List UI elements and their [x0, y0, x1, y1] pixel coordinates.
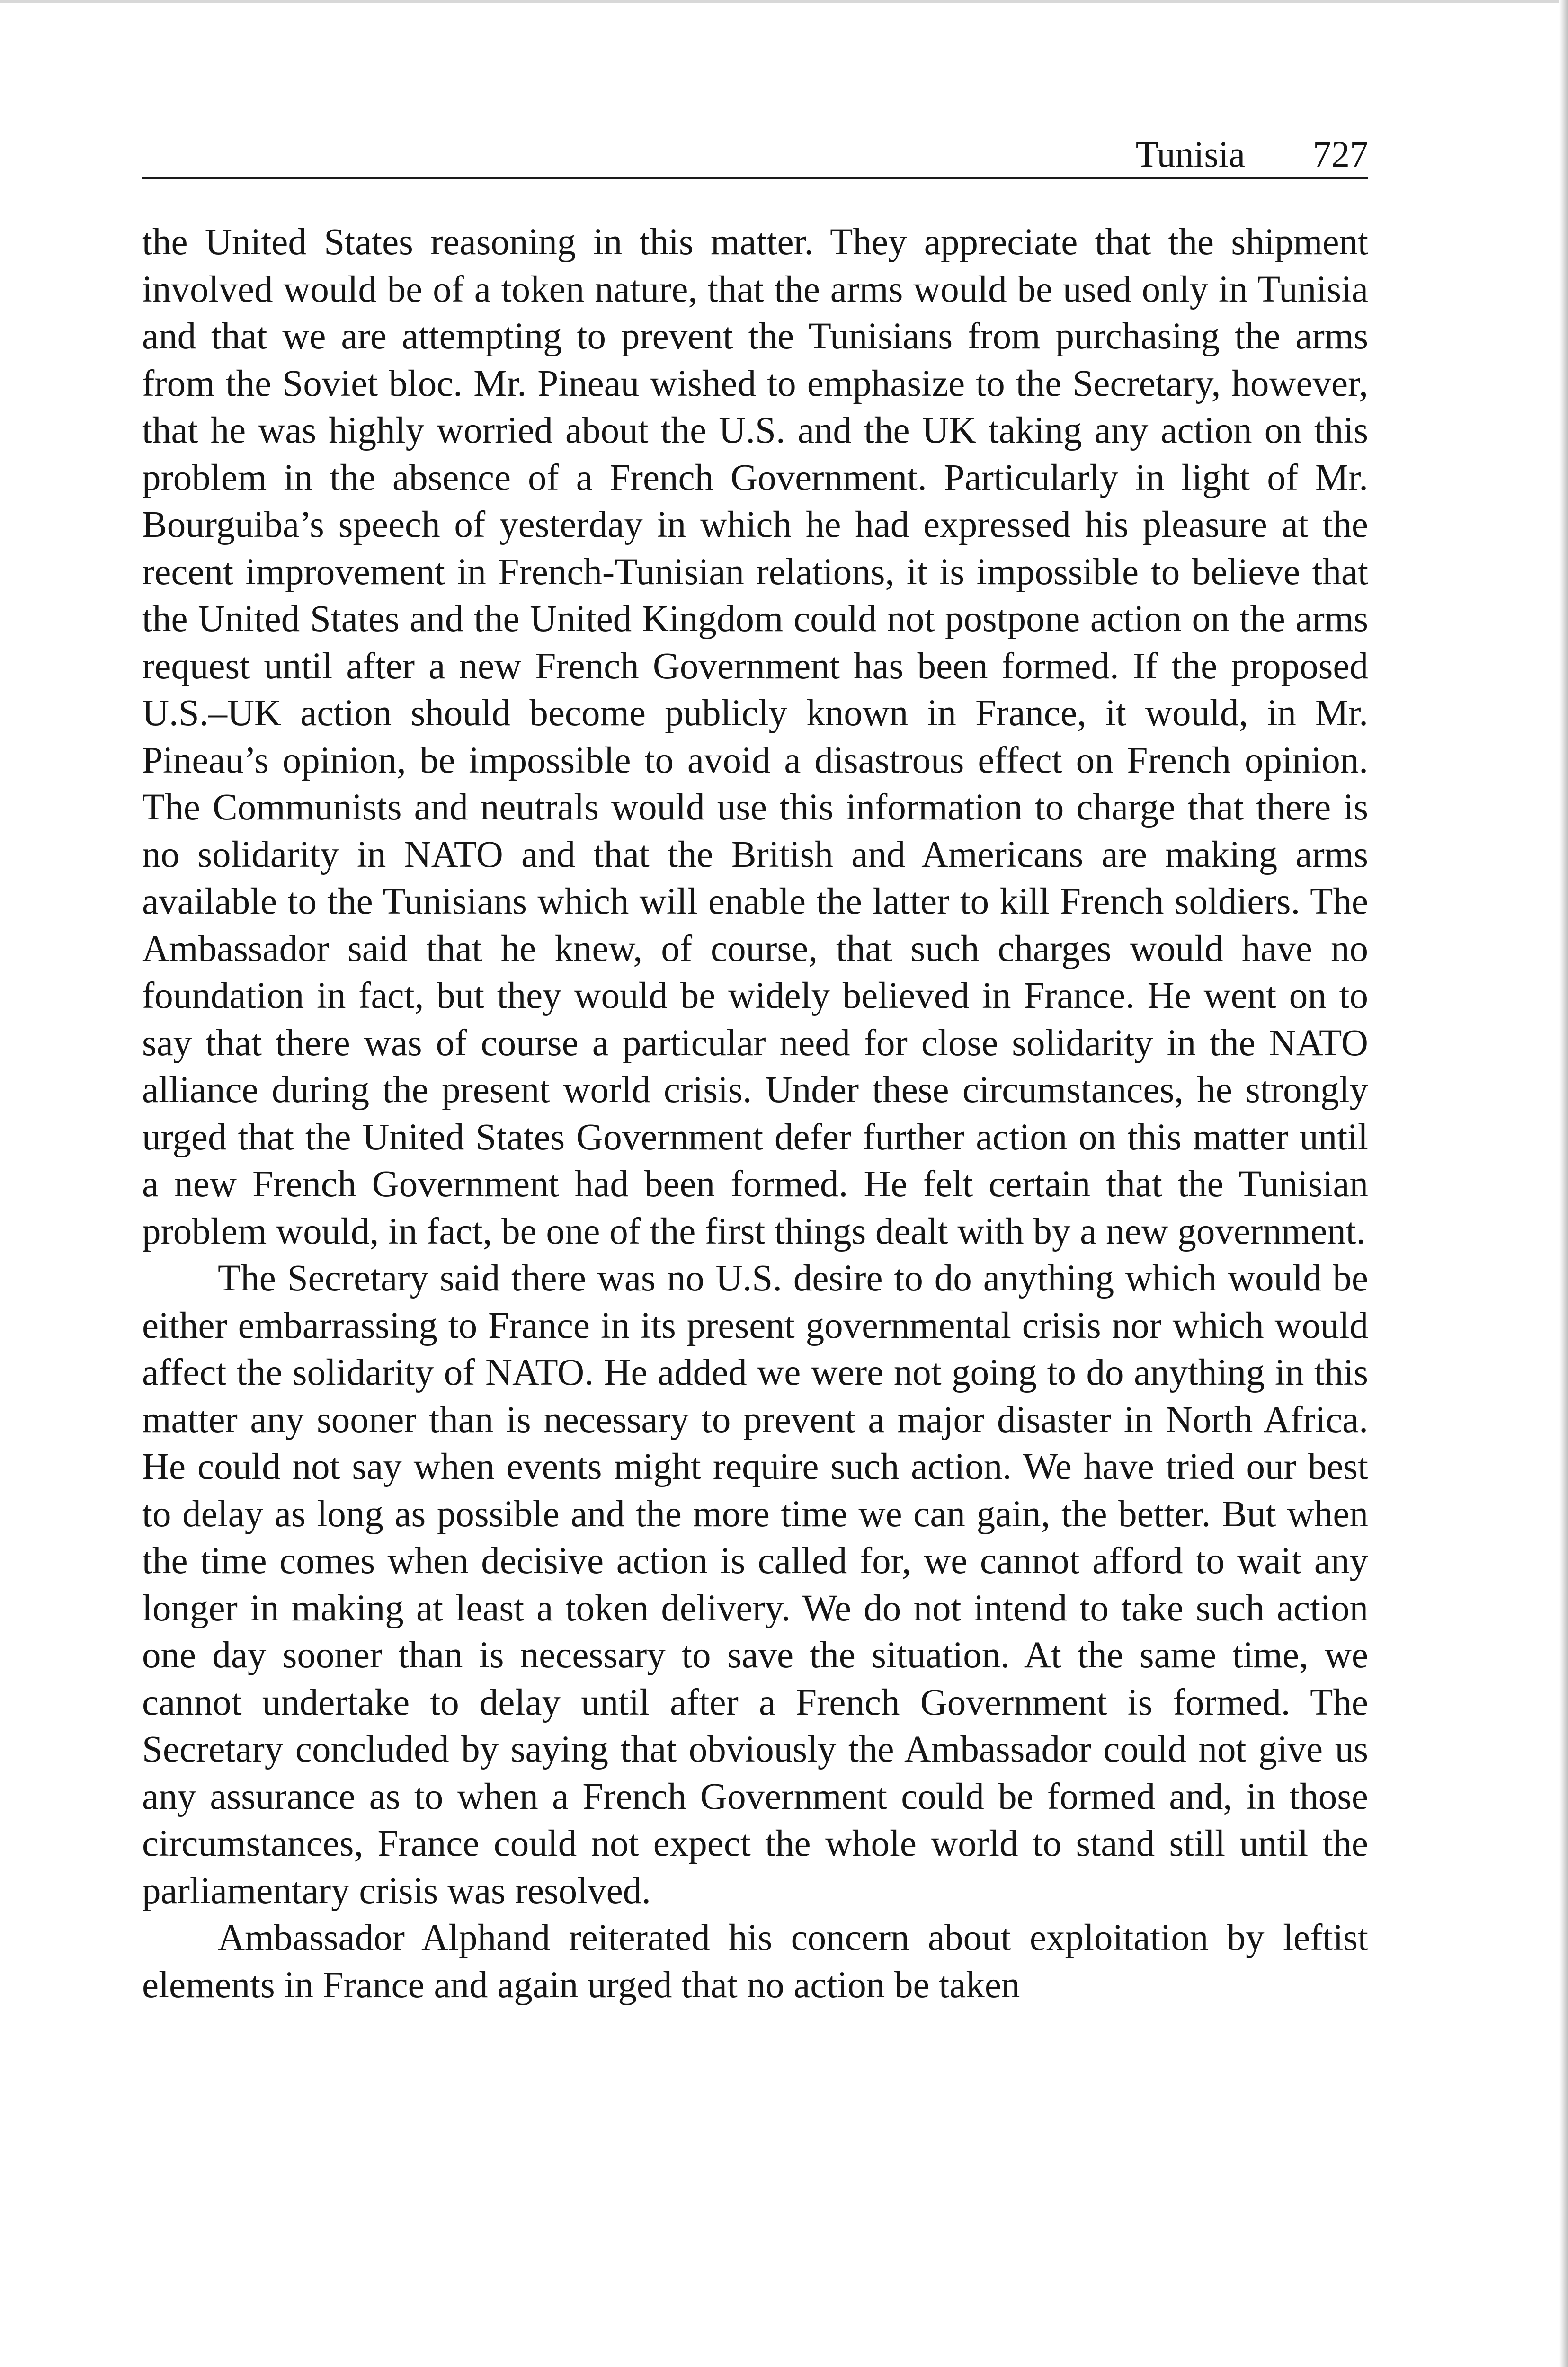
paragraph-secretary-reply: The Secretary said there was no U.S. desire to do anything which would be either embarrassing to France in its present governmental crisis nor which would affect the solidarity of NATO. He added we were not going to do anything in this matter any sooner than is necessary to prevent a major disaster in North Africa. He could not say when events might require such action. We have tried our best to delay as long as possible and the more time we can gain, the better. But when the time comes when decisive action is called for, we cannot afford to wait any longer in making at least a token delivery. We do not intend to take such action one day sooner than is necessary to save the situation. At the same time, we cannot undertake to delay until after a French Government is formed. The Secretary concluded by saying that obviously the Ambassador could not give us any assurance as to when a French Government could be formed and, in those circumstances, France could not expect the whole world to stand still until the parliamentary crisis was resolved. — [142, 1258, 1368, 1912]
scan-top-edge — [0, 0, 1568, 3]
paragraph-alphand-reiterates: Ambassador Alphand reiterated his concern about exploitation by leftist elements in France and again urged that no action be taken — [142, 1917, 1368, 2006]
page-number: 727 — [1313, 133, 1368, 175]
running-head-title: Tunisia — [1135, 133, 1245, 175]
body-text — [142, 219, 1368, 2009]
scan-right-edge — [1559, 0, 1568, 2367]
paragraph-continued: the United States reasoning in this matter. They appreciate that the shipment involved would be of a token nature, that the arms would be used only in Tunisia and that we are attempting to prevent the Tunisians from purchasing the arms from the Soviet bloc. Mr. Pineau wished to emphasize to the Secretary, however, that he was highly worried about the U.S. and the UK taking any action on this problem in the absence of a French Government. Particularly in light of Mr. Bourguiba’s speech of yesterday in which he had expressed his pleasure at the recent improvement in French-Tunisian relations, it is impossible to believe that the United States and the United Kingdom could not postpone action on the arms request until after a new French Government has been formed. If the proposed U.S.–UK action should become publicly known in France, it would, in Mr. Pineau’s opinion, be impossible to avoid a disastrous effect on French opinion. The Communists and neutrals would use this information to charge that there is no solidarity in NATO and that the British and Americans are making arms available to the Tunisians which will enable the latter to kill French soldiers. The Ambassador said that he knew, of course, that such charges would have no foundation in fact, but they would be widely believed in France. He went on to say that there was of course a particular need for close solidarity in the NATO alliance during the present world crisis. Under these circumstances, he strongly urged that the United States Government defer further action on this matter until a new French Government had been formed. He felt certain that the Tunisian problem would, in fact, be one of the first things dealt with by a new government. — [142, 222, 1368, 1252]
running-head — [142, 132, 1368, 179]
